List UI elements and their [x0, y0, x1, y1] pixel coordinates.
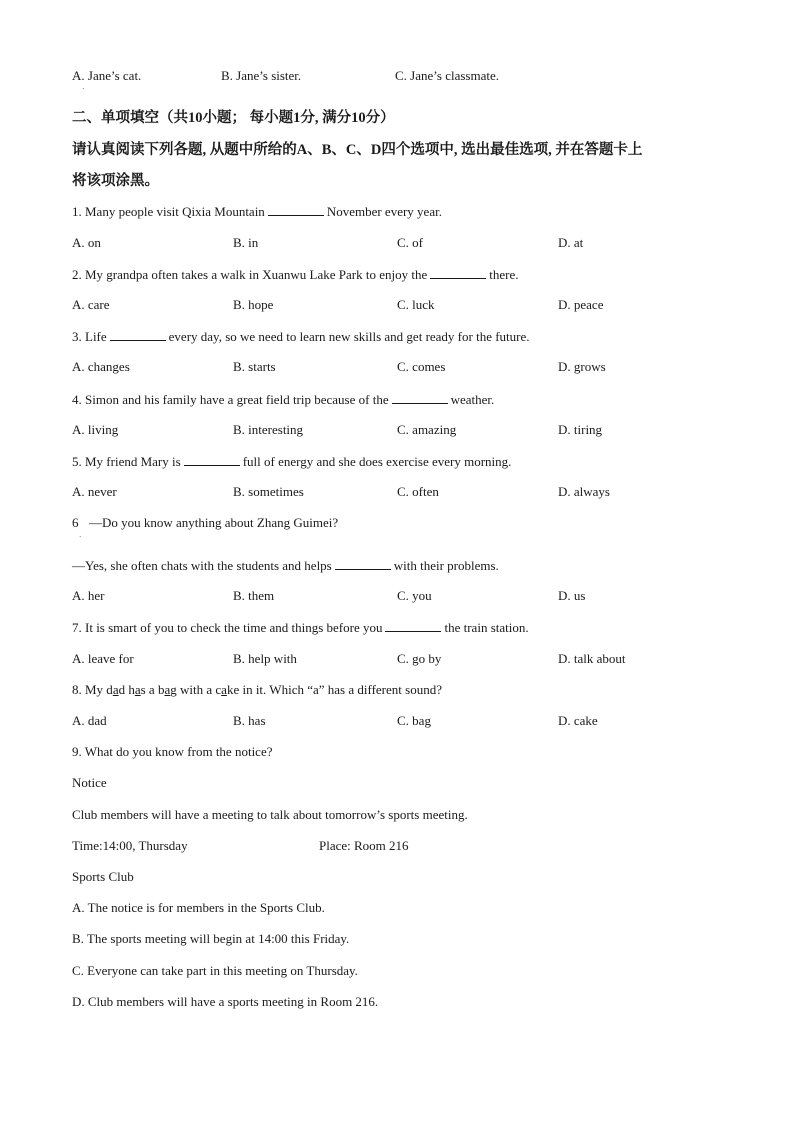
stray-dot: ·	[82, 85, 85, 93]
q6-number: 6	[72, 515, 79, 530]
question-text: 7. It is smart of you to check the time and things before you	[72, 620, 383, 635]
q8-option-a: A. dad	[72, 713, 107, 728]
section-title: 二、单项填空（共10小题； 每小题1分, 满分10分）	[72, 110, 395, 126]
q1-option-d: D. at	[558, 235, 584, 250]
q2-option-d: D. peace	[558, 297, 604, 312]
section-instruction-1: 请认真阅读下列各题, 从题中所给的A、B、C、D四个选项中, 选出最佳选项, 并在答题卡上	[72, 142, 643, 158]
q7-option-b: B. help with	[233, 651, 297, 666]
answer-blank	[268, 203, 324, 216]
notice-time: Time:14:00, Thursday	[72, 838, 188, 853]
question-text: weather.	[450, 392, 495, 407]
underlined-letter: a	[112, 682, 119, 697]
underlined-letter: a	[134, 682, 141, 697]
q9-option-c: C. Everyone can take part in this meeting on Thursday.	[72, 963, 358, 978]
q7-option-d: D. talk about	[558, 651, 626, 666]
q4-option-d: D. tiring	[558, 422, 603, 437]
q7-option-c: C. go by	[397, 651, 442, 666]
question-text: ke in it. Which “a” has a different sound?	[226, 682, 442, 697]
notice-signature: Sports Club	[72, 869, 134, 884]
q3-option-c: C. comes	[397, 359, 446, 374]
notice-body: Club members will have a meeting to talk about tomorrow’s sports meeting.	[72, 807, 468, 822]
q9-option-b: B. The sports meeting will begin at 14:00 this Friday.	[72, 931, 350, 946]
q6-option-a: A. her	[72, 588, 105, 603]
q2-option-c: C. luck	[397, 297, 435, 312]
question-text: November every year.	[326, 204, 442, 219]
q4-option-c: C. amazing	[397, 422, 457, 437]
section-instruction-2: 将该项涂黑。	[72, 173, 159, 189]
q3-option-d: D. grows	[558, 359, 606, 374]
q3-option-b: B. starts	[233, 359, 276, 374]
answer-blank	[385, 619, 441, 632]
question-text: with their problems.	[393, 558, 499, 573]
question-text: every day, so we need to learn new skills and get ready for the future.	[168, 329, 530, 344]
underlined-letter: a	[221, 682, 227, 697]
question-text: —Yes, she often chats with the students and helps	[72, 558, 332, 573]
question-text: 4. Simon and his family have a great field trip because of the	[72, 392, 389, 407]
q8-option-d: D. cake	[558, 713, 598, 728]
q4-option-a: A. living	[72, 422, 119, 437]
question-text: full of energy and she does exercise every morning.	[242, 454, 512, 469]
q8-option-b: B. has	[233, 713, 266, 728]
question-text: d h	[118, 682, 135, 697]
q6-dialog-2	[72, 557, 499, 574]
question-7	[72, 619, 529, 636]
notice-title: Notice	[72, 775, 107, 790]
q7-option-a: A. leave for	[72, 651, 134, 666]
q5-option-d: D. always	[558, 484, 610, 499]
prev-option-b: B. Jane’s sister.	[221, 68, 302, 83]
question-2	[72, 266, 518, 283]
answer-blank	[110, 328, 166, 341]
question-9: 9. What do you know from the notice?	[72, 744, 273, 759]
answer-blank	[335, 557, 391, 570]
q1-option-a: A. on	[72, 235, 101, 250]
answer-blank	[184, 453, 240, 466]
question-4	[72, 391, 494, 408]
question-text: 1. Many people visit Qixia Mountain	[72, 204, 265, 219]
q9-option-d: D. Club members will have a sports meeting in Room 216.	[72, 994, 379, 1009]
q2-option-a: A. care	[72, 297, 110, 312]
q5-option-b: B. sometimes	[233, 484, 304, 499]
q2-option-b: B. hope	[233, 297, 274, 312]
question-3	[72, 328, 530, 345]
q4-option-b: B. interesting	[233, 422, 304, 437]
q8-option-c: C. bag	[397, 713, 431, 728]
question-text: s a b	[140, 682, 165, 697]
question-5	[72, 453, 511, 470]
question-text: 8. My d	[72, 682, 113, 697]
q5-option-a: A. never	[72, 484, 117, 499]
answer-blank	[392, 391, 448, 404]
q5-option-c: C. often	[397, 484, 439, 499]
q6-option-b: B. them	[233, 588, 275, 603]
question-text: the train station.	[444, 620, 529, 635]
answer-blank	[430, 266, 486, 279]
question-8	[72, 682, 442, 698]
question-text: 3. Life	[72, 329, 107, 344]
question-text: 5. My friend Mary is	[72, 454, 181, 469]
prev-option-c: C. Jane’s classmate.	[395, 68, 499, 83]
q3-option-a: A. changes	[72, 359, 130, 374]
stray-dot: ·	[79, 533, 82, 541]
q1-option-c: C. of	[397, 235, 423, 250]
q6-option-c: C. you	[397, 588, 432, 603]
question-text: there.	[489, 267, 519, 282]
q1-option-b: B. in	[233, 235, 259, 250]
question-text: 2. My grandpa often takes a walk in Xuanwu Lake Park to enjoy the	[72, 267, 428, 282]
prev-option-a: A. Jane’s cat.	[72, 68, 142, 83]
question-1	[72, 203, 442, 220]
q9-option-a: A. The notice is for members in the Sports Club.	[72, 900, 325, 915]
question-text: g with a c	[170, 682, 222, 697]
notice-place: Place: Room 216	[319, 838, 409, 853]
q6-dialog-1: —Do you know anything about Zhang Guimei?	[89, 515, 339, 530]
underlined-letter: a	[164, 682, 171, 697]
q6-option-d: D. us	[558, 588, 586, 603]
